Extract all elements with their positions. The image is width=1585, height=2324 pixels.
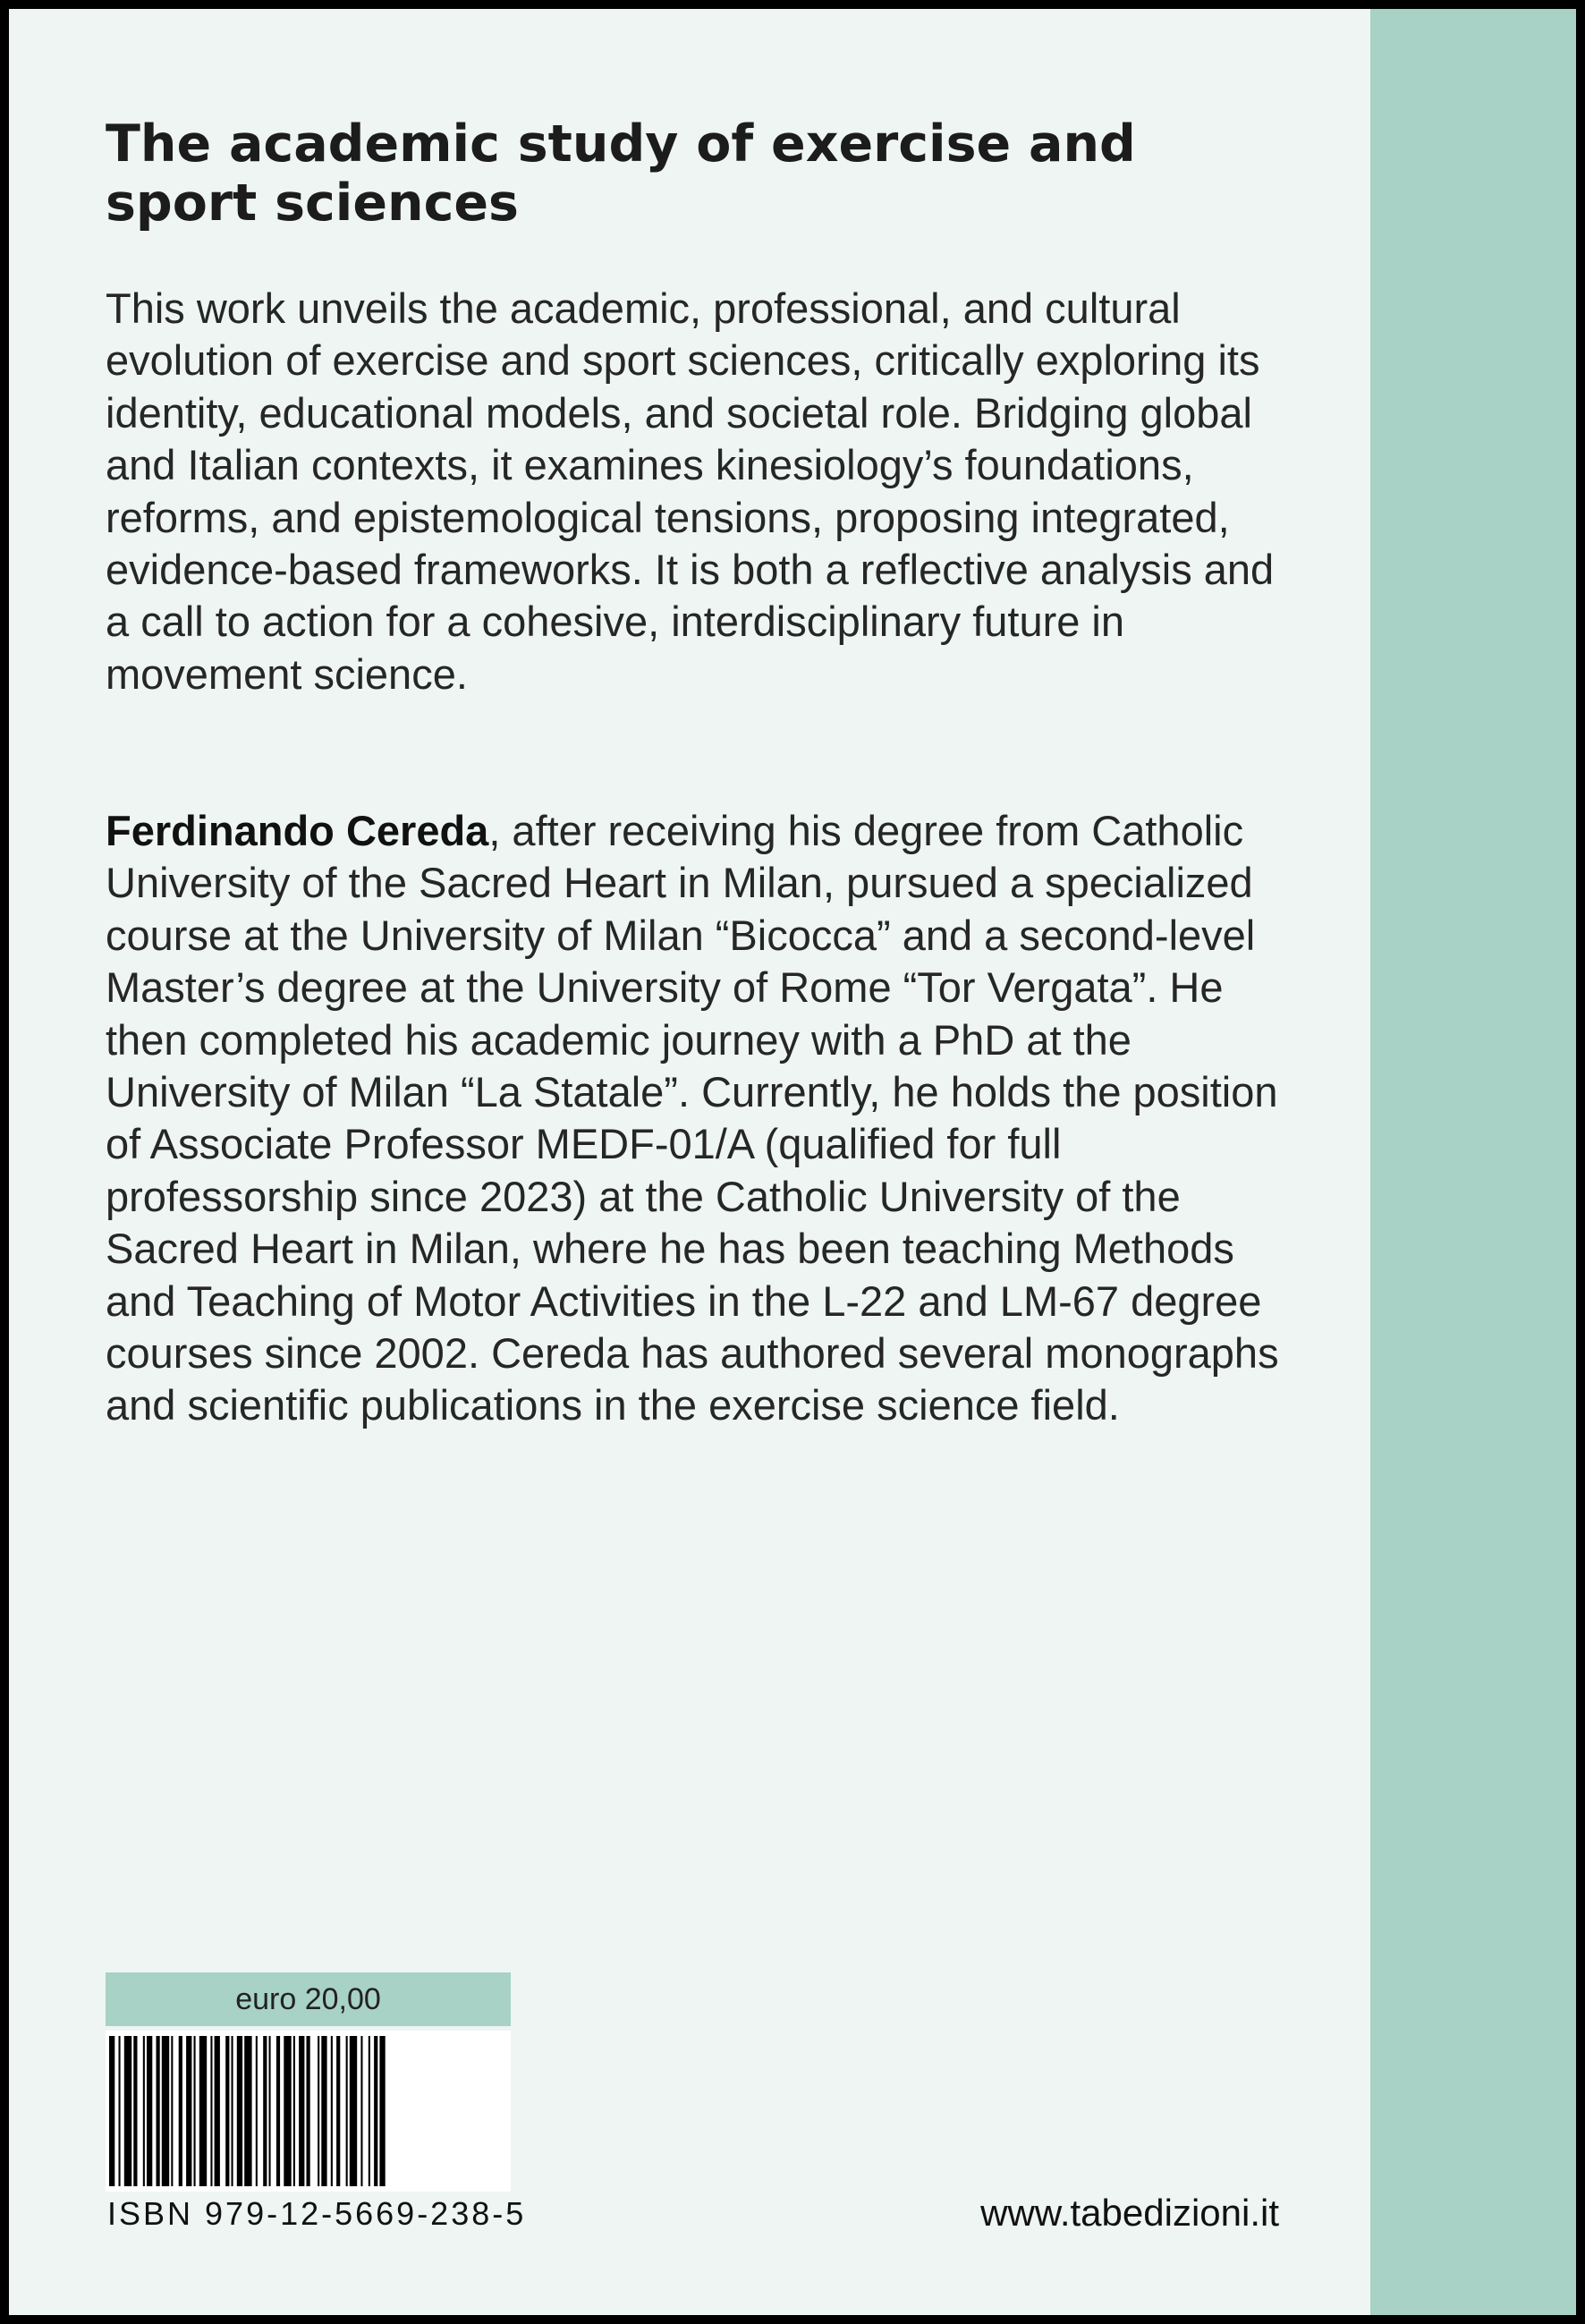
barcode-bar: [147, 2036, 152, 2186]
barcode-bar: [299, 2036, 304, 2186]
author-name: Ferdinando Cereda: [106, 807, 489, 854]
back-cover: [9, 9, 1576, 2315]
author-bio: [106, 805, 1304, 1432]
barcode-bar: [171, 2036, 173, 2186]
publisher-website: www.tabedizioni.it: [980, 2192, 1279, 2234]
barcode-bar: [318, 2036, 319, 2186]
price-label: euro 20,00: [106, 1972, 511, 2026]
isbn-number: ISBN 979-12-5669-238-5: [107, 2195, 527, 2232]
barcode-bar: [119, 2036, 121, 2186]
barcode-bar: [194, 2036, 196, 2186]
barcode-bar: [369, 2036, 370, 2186]
barcode-bar: [199, 2036, 207, 2186]
barcode-bar: [232, 2036, 233, 2186]
barcode-bar: [109, 2036, 114, 2186]
barcode-bar: [346, 2036, 348, 2186]
barcode-bar: [237, 2036, 242, 2186]
barcode-bar: [321, 2036, 326, 2186]
barcode-bar: [162, 2036, 169, 2186]
barcode-bar: [307, 2036, 310, 2186]
barcode-bar: [186, 2036, 191, 2186]
barcode-bar: [374, 2036, 377, 2186]
barcode-bar: [284, 2036, 291, 2186]
barcode-bar: [133, 2036, 137, 2186]
barcode-bar: [215, 2036, 220, 2186]
book-title: The academic study of exercise and sport sciences: [106, 115, 1136, 233]
barcode-bar: [350, 2036, 357, 2186]
barcode-bar: [293, 2036, 295, 2186]
book-summary: This work unveils the academic, professional, and cultural evolution of exercise and sport sciences, critically exploring its identity, educational models, and societal role. Bridging global and Italian contexts, it examines kinesiology’s foundations, reforms, and epistemological tensions, proposing integrated, evidence-based frameworks. It is both a reflective analysis and a call to action for a cohesive, interdisciplinary future in movement science.: [106, 284, 1275, 698]
barcode-bar: [336, 2036, 340, 2186]
barcode-bar: [157, 2036, 160, 2186]
barcode-bar: [379, 2036, 385, 2186]
barcode: [106, 2031, 511, 2192]
barcode-bar: [360, 2036, 362, 2186]
barcode-bar: [331, 2036, 333, 2186]
author-bio-text: , after receiving his degree from Catholic University of the Sacred Heart in Milan, pursued a specialized course at the University of Milan “Bicocca” and a second-level Master’s degree at the University of Rome “Tor Vergata”. He then completed his academic journey with a PhD at the University of Milan “La Statale”. Currently, he holds the position of Associate Professor MEDF-01/A (qualified for full professorship since 2023) at the Catholic University of the Sacred Heart in Milan, where he has been teaching Methods and Teaching of Motor Activities in the L-22 and LM-67 degree courses since 2002. Cereda has authored several monographs and scientific publications in the exercise science field.: [106, 807, 1279, 1429]
barcode-graphic: [106, 2031, 511, 2192]
barcode-bar: [256, 2036, 258, 2186]
barcode-bar: [179, 2036, 182, 2186]
barcode-bar: [225, 2036, 229, 2186]
barcode-bar: [269, 2036, 271, 2186]
barcode-bar: [210, 2036, 212, 2186]
barcode-bar: [124, 2036, 131, 2186]
barcode-bar: [276, 2036, 280, 2186]
accent-band: [1370, 9, 1576, 2315]
barcode-bar: [143, 2036, 145, 2186]
barcode-bar: [263, 2036, 267, 2186]
barcode-bar: [244, 2036, 251, 2186]
